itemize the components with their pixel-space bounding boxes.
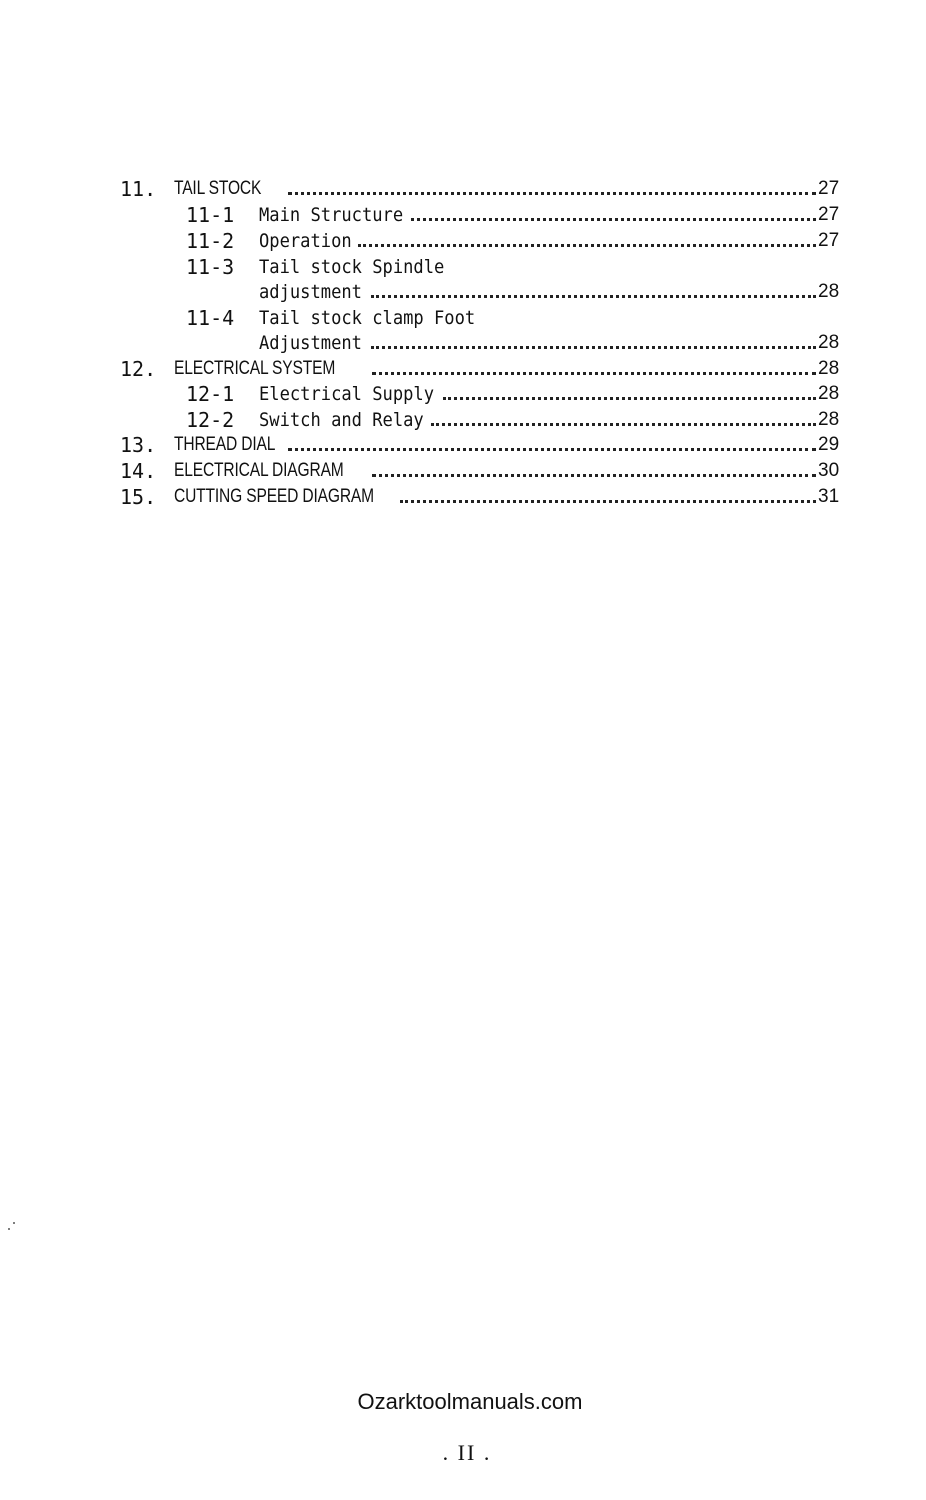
scan-speck — [13, 1222, 15, 1224]
toc-page-number: 28 — [818, 281, 840, 302]
toc-title: ELECTRICAL DIAGRAM — [174, 460, 344, 481]
toc-page-number: 28 — [818, 332, 840, 353]
toc-leader — [358, 228, 816, 254]
toc-title: Adjustment — [259, 332, 362, 354]
toc-number: 11-1 — [186, 203, 235, 227]
toc-number: 12-2 — [186, 408, 235, 432]
toc-entry — [0, 202, 926, 228]
toc-leader — [371, 279, 816, 305]
toc-number: 11-3 — [186, 255, 235, 279]
toc-entry — [0, 305, 926, 331]
toc-page-number: 30 — [818, 460, 840, 481]
toc-number: 14. — [120, 459, 157, 483]
toc-entry — [0, 458, 926, 484]
toc-leader — [443, 381, 816, 407]
toc-page-number: 27 — [818, 204, 840, 225]
toc-entry — [0, 484, 926, 510]
toc-page-number: 31 — [818, 486, 840, 507]
toc-title: Tail stock clamp Foot — [259, 307, 476, 329]
toc-title: ELECTRICAL SYSTEM — [174, 358, 336, 379]
toc-page-number: 28 — [818, 409, 840, 430]
toc-number: 11-4 — [186, 306, 235, 330]
toc-leader — [431, 407, 816, 433]
toc-leader — [400, 484, 816, 510]
scan-speck — [8, 1228, 10, 1230]
toc-title: Electrical Supply — [259, 383, 435, 405]
toc-leader — [288, 176, 816, 202]
toc-number: 12. — [120, 357, 157, 381]
toc-title: Tail stock Spindle — [259, 256, 445, 278]
toc-number: 11-2 — [186, 229, 235, 253]
toc-title: CUTTING SPEED DIAGRAM — [174, 486, 374, 507]
toc-entry — [0, 228, 926, 254]
toc-leader — [371, 330, 816, 356]
toc-leader — [372, 458, 816, 484]
toc-entry — [0, 432, 926, 458]
toc-leader — [372, 356, 816, 382]
toc-entry — [0, 330, 926, 356]
toc-page-number: 28 — [818, 358, 840, 379]
toc-entry — [0, 254, 926, 280]
toc-number: 11. — [120, 177, 157, 201]
toc-entry — [0, 407, 926, 433]
toc-page-number: 29 — [818, 434, 840, 455]
toc-title: Main Structure — [259, 204, 404, 226]
toc-title: Operation — [259, 230, 352, 252]
toc-entry — [0, 279, 926, 305]
toc-page-number: 27 — [818, 178, 840, 199]
toc-title: TAIL STOCK — [174, 178, 262, 199]
toc-leader — [288, 432, 816, 458]
page-number: . II . — [442, 1440, 492, 1465]
toc-page-number: 27 — [818, 230, 840, 251]
toc-leader — [411, 202, 816, 228]
toc-page-number: 28 — [818, 383, 840, 404]
toc-number: 13. — [120, 433, 157, 457]
toc-entry — [0, 176, 926, 202]
toc-entry — [0, 381, 926, 407]
table-of-contents — [0, 0, 926, 520]
toc-title: adjustment — [259, 281, 362, 303]
toc-number: 12-1 — [186, 382, 235, 406]
website-footer: Ozarktoolmanuals.com — [357, 1389, 583, 1414]
toc-title: Switch and Relay — [259, 409, 424, 431]
toc-title: THREAD DIAL — [174, 434, 276, 455]
toc-entry — [0, 356, 926, 382]
toc-number: 15. — [120, 485, 157, 509]
